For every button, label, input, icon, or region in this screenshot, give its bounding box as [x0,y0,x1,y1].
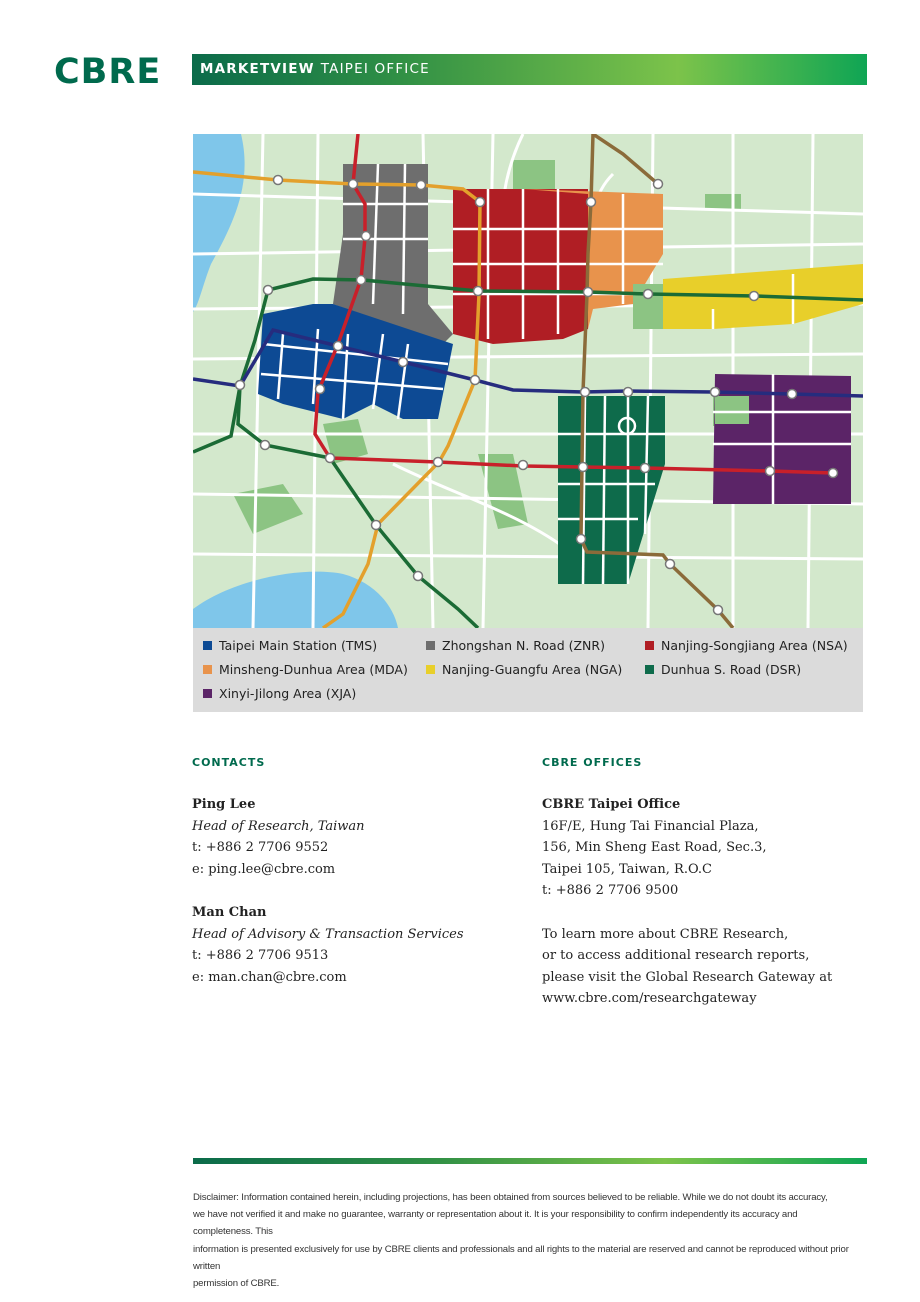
research-gateway-link[interactable]: www.cbre.com/researchgateway [542,991,757,1007]
legend-item-tms [203,638,377,653]
research-text: To learn more about CBRE Research, [542,926,789,942]
research-text: please visit the Global Research Gateway at [542,969,833,985]
cbre-logo: CBRE [54,52,162,92]
map-legend [193,628,863,712]
disclaimer [193,1189,853,1292]
legend-label: Xinyi-Jilong Area (XJA) [219,686,357,701]
contact-phone: t: +886 2 7706 9513 [192,948,329,964]
contact-email[interactable]: e: man.chan@cbre.com [192,969,347,985]
marketview-header-bar [192,54,867,85]
footer-divider [193,1158,867,1164]
contact-name: Man Chan [192,904,267,920]
offices-column [542,794,872,1010]
contacts-title: CONTACTS [192,756,266,769]
office-name: CBRE Taipei Office [542,797,681,812]
contact-name: Ping Lee [192,797,256,812]
legend-item-nsa [645,638,848,653]
disclaimer-line: permission of CBRE. [193,1278,280,1290]
legend-label: Dunhua S. Road (DSR) [661,662,802,677]
park [513,160,555,190]
contact-email[interactable]: e: ping.lee@cbre.com [192,861,336,877]
disclaimer-line: we have not verified it and make no guarantee, warranty or representation about it. It is your responsibility to confirm independently its accuracy and completeness. This [193,1209,798,1238]
legend-label: Zhongshan N. Road (ZNR) [442,638,605,653]
office-address-line: 16F/E, Hung Tai Financial Plaza, [542,818,759,834]
contact-role: Head of Advisory & Transaction Services [192,926,464,942]
office-phone: t: +886 2 7706 9500 [542,883,679,899]
legend-item-znr [426,638,605,653]
legend-label: Minsheng-Dunhua Area (MDA) [219,662,408,677]
legend-item-dsr [645,662,801,677]
legend-item-mda [203,662,408,677]
legend-swatch [645,665,654,674]
header-title [200,61,430,77]
legend-item-xja [203,686,356,701]
office-address-line: 156, Min Sheng East Road, Sec.3, [542,840,767,856]
spacer [192,880,522,902]
report-subtitle: TAIPEI OFFICE [320,61,430,77]
legend-swatch [203,665,212,674]
legend-label: Taipei Main Station (TMS) [219,638,378,653]
park [715,396,749,424]
offices-title: CBRE OFFICES [542,756,643,769]
legend-item-nga [426,662,622,677]
park [705,194,741,210]
legend-label: Nanjing-Songjiang Area (NSA) [661,638,848,653]
legend-swatch [203,689,212,698]
disclaimer-line: information is presented exclusively for use by CBRE clients and professionals and all rights to the material are reserved and cannot be reproduced without prior written [193,1243,849,1272]
legend-label: Nanjing-Guangfu Area (NGA) [442,662,623,677]
office-address-line: Taipei 105, Taiwan, R.O.C [542,861,712,877]
disclaimer-line: Disclaimer: Information contained herein, including projections, has been obtained from sources believed to be reliable. While we do not doubt its accuracy, [193,1192,828,1203]
spacer [542,902,872,924]
office-areas-map [193,134,863,628]
contacts-column [192,794,522,988]
legend-swatch [426,665,435,674]
map-graphic [193,134,863,628]
research-text: or to access additional research reports, [542,948,810,964]
legend-swatch [203,641,212,650]
area-nsa [453,189,588,344]
marketview-label: MARKETVIEW [200,61,315,77]
legend-swatch [645,641,654,650]
legend-swatch [426,641,435,650]
contact-phone: t: +886 2 7706 9552 [192,840,329,856]
contact-role: Head of Research, Taiwan [192,818,365,834]
